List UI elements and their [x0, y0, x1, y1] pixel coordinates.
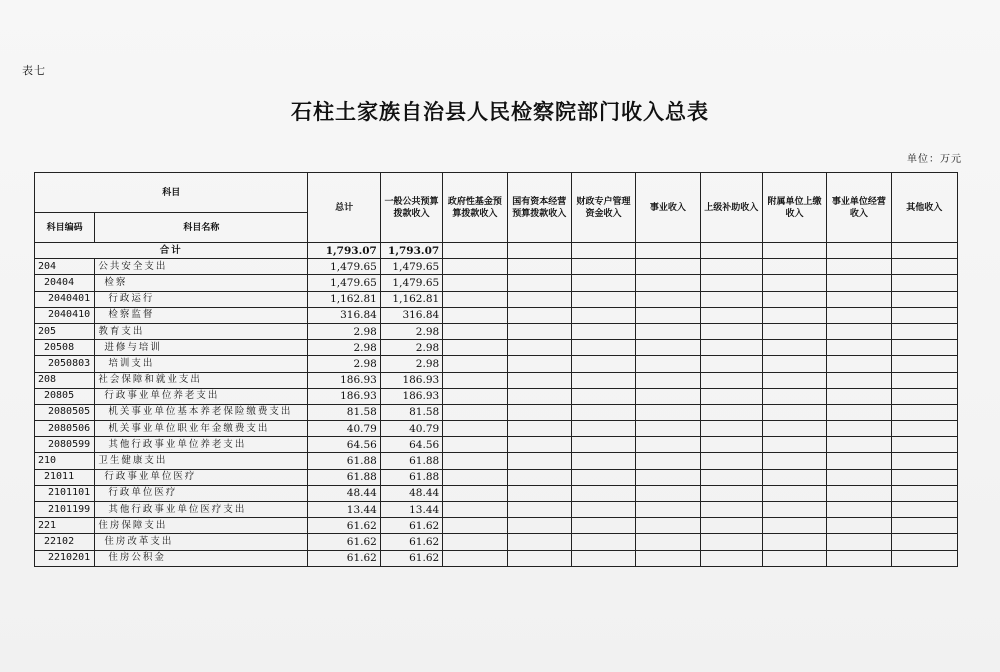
empty-cell [762, 388, 826, 404]
table-row [35, 340, 958, 356]
table-row [35, 518, 958, 534]
empty-cell [891, 453, 957, 469]
empty-cell [827, 323, 891, 339]
empty-cell [571, 323, 635, 339]
empty-cell [443, 485, 507, 501]
empty-cell [571, 550, 635, 566]
empty-cell [827, 485, 891, 501]
empty-cell [636, 323, 700, 339]
empty-cell [443, 388, 507, 404]
empty-cell [443, 550, 507, 566]
empty-cell [443, 323, 507, 339]
row-name: 公共安全支出 [95, 259, 308, 275]
header-superior-subsidy: 上级补助收入 [700, 173, 762, 243]
empty-cell [762, 356, 826, 372]
total-label: 合计 [35, 243, 308, 259]
empty-cell [571, 404, 635, 420]
row-general-budget: 13.44 [380, 502, 442, 518]
row-general-budget: 61.62 [380, 550, 442, 566]
empty-cell [827, 243, 891, 259]
empty-cell [891, 485, 957, 501]
header-name: 科目名称 [95, 213, 308, 243]
empty-cell [762, 340, 826, 356]
empty-cell [636, 518, 700, 534]
empty-cell [762, 453, 826, 469]
empty-cell [636, 404, 700, 420]
empty-cell [762, 534, 826, 550]
empty-cell [571, 534, 635, 550]
empty-cell [891, 518, 957, 534]
empty-cell [762, 372, 826, 388]
empty-cell [762, 307, 826, 323]
row-code: 2101101 [35, 485, 95, 501]
row-general-budget: 2.98 [380, 356, 442, 372]
empty-cell [507, 502, 571, 518]
empty-cell [827, 356, 891, 372]
empty-cell [636, 485, 700, 501]
row-name: 教育支出 [95, 323, 308, 339]
empty-cell [443, 372, 507, 388]
empty-cell [762, 404, 826, 420]
empty-cell [827, 469, 891, 485]
row-code: 2210201 [35, 550, 95, 566]
empty-cell [636, 243, 700, 259]
row-general-budget: 2.98 [380, 340, 442, 356]
empty-cell [636, 437, 700, 453]
row-total: 61.62 [308, 550, 380, 566]
empty-cell [891, 502, 957, 518]
empty-cell [700, 388, 762, 404]
empty-cell [571, 453, 635, 469]
row-name: 机关事业单位基本养老保险缴费支出 [95, 404, 308, 420]
empty-cell [762, 437, 826, 453]
empty-cell [700, 550, 762, 566]
empty-cell [507, 356, 571, 372]
empty-cell [762, 550, 826, 566]
row-name: 行政事业单位养老支出 [95, 388, 308, 404]
empty-cell [507, 421, 571, 437]
empty-cell [762, 485, 826, 501]
empty-cell [827, 372, 891, 388]
row-total: 186.93 [308, 388, 380, 404]
row-code: 2050803 [35, 356, 95, 372]
row-general-budget: 186.93 [380, 372, 442, 388]
row-total: 81.58 [308, 404, 380, 420]
empty-cell [827, 307, 891, 323]
header-affiliated: 附属单位上缴收入 [762, 173, 826, 243]
empty-cell [571, 469, 635, 485]
row-code: 2080599 [35, 437, 95, 453]
empty-cell [636, 372, 700, 388]
empty-cell [636, 453, 700, 469]
empty-cell [700, 421, 762, 437]
row-name: 其他行政事业单位医疗支出 [95, 502, 308, 518]
row-total: 1,479.65 [308, 275, 380, 291]
empty-cell [443, 534, 507, 550]
empty-cell [827, 275, 891, 291]
empty-cell [891, 356, 957, 372]
empty-cell [443, 437, 507, 453]
empty-cell [636, 550, 700, 566]
row-general-budget: 2.98 [380, 323, 442, 339]
empty-cell [762, 518, 826, 534]
empty-cell [891, 259, 957, 275]
empty-cell [827, 259, 891, 275]
row-name: 检察监督 [95, 307, 308, 323]
empty-cell [636, 307, 700, 323]
empty-cell [891, 275, 957, 291]
empty-cell [827, 340, 891, 356]
row-code: 210 [35, 453, 95, 469]
table-row [35, 469, 958, 485]
empty-cell [700, 485, 762, 501]
row-name: 行政单位医疗 [95, 485, 308, 501]
row-total: 64.56 [308, 437, 380, 453]
row-general-budget: 61.88 [380, 453, 442, 469]
row-total: 1,479.65 [308, 259, 380, 275]
empty-cell [636, 259, 700, 275]
row-general-budget: 1,479.65 [380, 259, 442, 275]
empty-cell [891, 243, 957, 259]
empty-cell [827, 437, 891, 453]
row-general-budget: 186.93 [380, 388, 442, 404]
row-name: 检察 [95, 275, 308, 291]
table-row [35, 372, 958, 388]
header-business: 事业收入 [636, 173, 700, 243]
empty-cell [636, 340, 700, 356]
table-number-label: 表七 [22, 64, 46, 77]
header-code: 科目编码 [35, 213, 95, 243]
table-row [35, 259, 958, 275]
empty-cell [507, 485, 571, 501]
empty-cell [827, 534, 891, 550]
empty-cell [507, 469, 571, 485]
empty-cell [443, 356, 507, 372]
empty-cell [762, 502, 826, 518]
row-name: 住房公积金 [95, 550, 308, 566]
empty-cell [636, 291, 700, 307]
empty-cell [507, 291, 571, 307]
empty-cell [507, 550, 571, 566]
row-general-budget: 48.44 [380, 485, 442, 501]
empty-cell [891, 291, 957, 307]
row-total: 2.98 [308, 323, 380, 339]
empty-cell [507, 404, 571, 420]
row-total: 61.62 [308, 534, 380, 550]
row-total: 316.84 [308, 307, 380, 323]
table-row [35, 275, 958, 291]
header-state-capital: 国有资本经营预算拨款收入 [507, 173, 571, 243]
row-code: 2101199 [35, 502, 95, 518]
table-row [35, 550, 958, 566]
row-code: 20805 [35, 388, 95, 404]
empty-cell [571, 518, 635, 534]
empty-cell [700, 502, 762, 518]
empty-cell [827, 518, 891, 534]
empty-cell [827, 388, 891, 404]
row-name: 卫生健康支出 [95, 453, 308, 469]
empty-cell [827, 502, 891, 518]
row-code: 22102 [35, 534, 95, 550]
empty-cell [762, 259, 826, 275]
empty-cell [700, 243, 762, 259]
row-general-budget: 40.79 [380, 421, 442, 437]
empty-cell [443, 259, 507, 275]
row-total: 61.88 [308, 453, 380, 469]
total-row [35, 243, 958, 259]
empty-cell [700, 534, 762, 550]
empty-cell [827, 421, 891, 437]
row-name: 培训支出 [95, 356, 308, 372]
row-name: 进修与培训 [95, 340, 308, 356]
row-code: 205 [35, 323, 95, 339]
empty-cell [891, 534, 957, 550]
empty-cell [700, 259, 762, 275]
row-total: 61.88 [308, 469, 380, 485]
row-name: 行政运行 [95, 291, 308, 307]
empty-cell [507, 275, 571, 291]
empty-cell [891, 404, 957, 420]
empty-cell [507, 388, 571, 404]
empty-cell [700, 518, 762, 534]
empty-cell [571, 502, 635, 518]
row-total: 2.98 [308, 356, 380, 372]
empty-cell [891, 550, 957, 566]
empty-cell [571, 485, 635, 501]
empty-cell [891, 388, 957, 404]
empty-cell [827, 291, 891, 307]
empty-cell [443, 307, 507, 323]
row-name: 社会保障和就业支出 [95, 372, 308, 388]
header-general-budget: 一般公共预算拨款收入 [380, 173, 442, 243]
row-general-budget: 61.88 [380, 469, 442, 485]
income-table [34, 172, 958, 567]
empty-cell [571, 275, 635, 291]
row-code: 221 [35, 518, 95, 534]
row-general-budget: 61.62 [380, 534, 442, 550]
empty-cell [700, 404, 762, 420]
empty-cell [507, 307, 571, 323]
empty-cell [636, 356, 700, 372]
empty-cell [762, 275, 826, 291]
empty-cell [827, 453, 891, 469]
empty-cell [571, 307, 635, 323]
empty-cell [636, 421, 700, 437]
table-row [35, 307, 958, 323]
row-general-budget: 1,479.65 [380, 275, 442, 291]
table-row [35, 421, 958, 437]
empty-cell [827, 550, 891, 566]
table-row [35, 356, 958, 372]
row-code: 21011 [35, 469, 95, 485]
empty-cell [762, 243, 826, 259]
table-row [35, 453, 958, 469]
row-general-budget: 81.58 [380, 404, 442, 420]
total-value: 1,793.07 [308, 243, 380, 259]
row-general-budget: 64.56 [380, 437, 442, 453]
table-row [35, 534, 958, 550]
empty-cell [891, 323, 957, 339]
row-code: 2040410 [35, 307, 95, 323]
empty-cell [507, 372, 571, 388]
empty-cell [443, 291, 507, 307]
row-name: 行政事业单位医疗 [95, 469, 308, 485]
row-general-budget: 316.84 [380, 307, 442, 323]
table-row [35, 323, 958, 339]
row-name: 其他行政事业单位养老支出 [95, 437, 308, 453]
empty-cell [443, 340, 507, 356]
empty-cell [700, 437, 762, 453]
table-row [35, 404, 958, 420]
row-code: 2040401 [35, 291, 95, 307]
empty-cell [636, 275, 700, 291]
header-other: 其他收入 [891, 173, 957, 243]
empty-cell [507, 340, 571, 356]
empty-cell [762, 323, 826, 339]
row-total: 1,162.81 [308, 291, 380, 307]
row-total: 48.44 [308, 485, 380, 501]
empty-cell [891, 372, 957, 388]
empty-cell [700, 372, 762, 388]
row-code: 2080506 [35, 421, 95, 437]
empty-cell [571, 356, 635, 372]
empty-cell [700, 453, 762, 469]
empty-cell [443, 469, 507, 485]
empty-cell [507, 243, 571, 259]
empty-cell [571, 437, 635, 453]
empty-cell [700, 340, 762, 356]
empty-cell [507, 534, 571, 550]
header-subject: 科目 [35, 173, 308, 213]
empty-cell [507, 437, 571, 453]
empty-cell [636, 388, 700, 404]
table-row [35, 291, 958, 307]
empty-cell [700, 469, 762, 485]
empty-cell [443, 518, 507, 534]
empty-cell [700, 307, 762, 323]
empty-cell [571, 372, 635, 388]
table-row [35, 388, 958, 404]
row-general-budget: 1,162.81 [380, 291, 442, 307]
empty-cell [443, 421, 507, 437]
empty-cell [827, 404, 891, 420]
row-name: 机关事业单位职业年金缴费支出 [95, 421, 308, 437]
empty-cell [571, 388, 635, 404]
empty-cell [571, 243, 635, 259]
table-row [35, 437, 958, 453]
table-row [35, 485, 958, 501]
row-total: 13.44 [308, 502, 380, 518]
empty-cell [571, 421, 635, 437]
empty-cell [443, 243, 507, 259]
unit-label: 单位：万元 [907, 154, 962, 165]
empty-cell [443, 275, 507, 291]
empty-cell [700, 356, 762, 372]
empty-cell [571, 259, 635, 275]
empty-cell [507, 323, 571, 339]
row-code: 2080505 [35, 404, 95, 420]
row-code: 204 [35, 259, 95, 275]
empty-cell [443, 502, 507, 518]
empty-cell [762, 421, 826, 437]
row-name: 住房改革支出 [95, 534, 308, 550]
empty-cell [507, 518, 571, 534]
row-total: 40.79 [308, 421, 380, 437]
row-total: 2.98 [308, 340, 380, 356]
empty-cell [636, 469, 700, 485]
empty-cell [700, 291, 762, 307]
empty-cell [891, 421, 957, 437]
row-total: 61.62 [308, 518, 380, 534]
page-title: 石柱土家族自治县人民检察院部门收入总表 [291, 99, 709, 124]
empty-cell [443, 404, 507, 420]
row-code: 208 [35, 372, 95, 388]
empty-cell [891, 340, 957, 356]
empty-cell [636, 534, 700, 550]
empty-cell [636, 502, 700, 518]
header-total: 总计 [308, 173, 380, 243]
row-code: 20404 [35, 275, 95, 291]
header-gov-fund: 政府性基金预算拨款收入 [443, 173, 507, 243]
header-operating: 事业单位经营收入 [827, 173, 891, 243]
empty-cell [891, 437, 957, 453]
row-total: 186.93 [308, 372, 380, 388]
empty-cell [700, 323, 762, 339]
empty-cell [571, 340, 635, 356]
row-code: 20508 [35, 340, 95, 356]
empty-cell [507, 259, 571, 275]
empty-cell [762, 469, 826, 485]
table-row [35, 502, 958, 518]
row-general-budget: 61.62 [380, 518, 442, 534]
empty-cell [443, 453, 507, 469]
empty-cell [891, 307, 957, 323]
total-general-budget: 1,793.07 [380, 243, 442, 259]
empty-cell [700, 275, 762, 291]
header-special-fiscal: 财政专户管理资金收入 [571, 173, 635, 243]
empty-cell [507, 453, 571, 469]
empty-cell [891, 469, 957, 485]
empty-cell [571, 291, 635, 307]
empty-cell [762, 291, 826, 307]
row-name: 住房保障支出 [95, 518, 308, 534]
